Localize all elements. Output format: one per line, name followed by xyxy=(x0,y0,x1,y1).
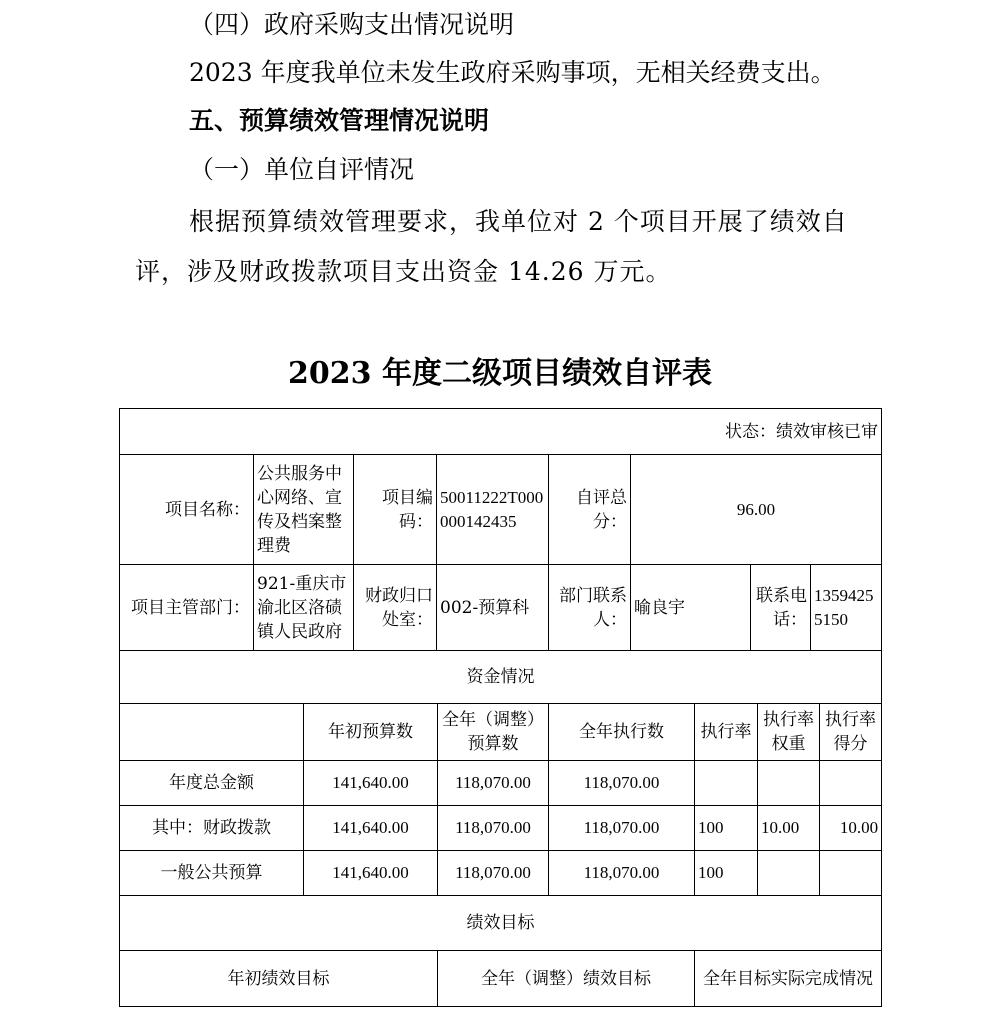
finance-label: 财政归口处室： xyxy=(354,565,437,651)
funds-header-score: 执行率得分 xyxy=(820,704,882,761)
dept-value: 921-重庆市渝北区洛碛镇人民政府 xyxy=(254,565,354,651)
cell-rate: 100 xyxy=(695,806,758,851)
status-cell xyxy=(120,409,882,455)
cell-score xyxy=(820,761,882,806)
cell-score xyxy=(820,851,882,896)
cell-initial: 141,640.00 xyxy=(304,851,438,896)
section4-heading: （四）政府采购支出情况说明 xyxy=(189,10,515,39)
project-code-label: 项目编码： xyxy=(354,455,437,565)
project-code-value: 50011222T000000142435 xyxy=(437,455,549,565)
cell-rate xyxy=(695,761,758,806)
cell-executed: 118,070.00 xyxy=(549,851,695,896)
table-row xyxy=(120,851,882,896)
funds-header-blank xyxy=(120,704,304,761)
cell-initial: 141,640.00 xyxy=(304,806,438,851)
table-title: 2023 年度二级项目绩效自评表 xyxy=(288,356,712,391)
funds-heading: 资金情况 xyxy=(120,651,882,704)
cell-executed: 118,070.00 xyxy=(549,761,695,806)
cell-initial: 141,640.00 xyxy=(304,761,438,806)
section5-subheading: （一）单位自评情况 xyxy=(189,155,415,184)
phone-label: 联系电话： xyxy=(751,565,811,651)
perf-header-initial: 年初绩效目标 xyxy=(120,951,438,1007)
row-label: 其中：财政拨款 xyxy=(120,806,304,851)
cell-adjusted: 118,070.00 xyxy=(438,761,549,806)
table-row xyxy=(120,761,882,806)
perf-header-adjusted: 全年（调整）绩效目标 xyxy=(438,951,695,1007)
cell-adjusted: 118,070.00 xyxy=(438,806,549,851)
phone-value: 13594255150 xyxy=(811,565,882,651)
funds-header-executed: 全年执行数 xyxy=(549,704,695,761)
cell-rate: 100 xyxy=(695,851,758,896)
project-info-table xyxy=(119,408,882,651)
cell-score: 10.00 xyxy=(820,806,882,851)
cell-adjusted: 118,070.00 xyxy=(438,851,549,896)
score-value: 96.00 xyxy=(631,455,882,565)
score-label: 自评总分： xyxy=(549,455,631,565)
section4-text: 2023 年度我单位未发生政府采购事项，无相关经费支出。 xyxy=(189,58,836,87)
cell-weight xyxy=(758,851,820,896)
funds-header-adjusted: 全年（调整）预算数 xyxy=(438,704,549,761)
funds-header-rate: 执行率 xyxy=(695,704,758,761)
row-label: 一般公共预算 xyxy=(120,851,304,896)
contact-value: 喻良宇 xyxy=(631,565,751,651)
perf-heading: 绩效目标 xyxy=(120,896,882,951)
cell-weight: 10.00 xyxy=(758,806,820,851)
section5-heading: 五、预算绩效管理情况说明 xyxy=(189,106,490,135)
cell-executed: 118,070.00 xyxy=(549,806,695,851)
project-name-label: 项目名称： xyxy=(120,455,254,565)
project-name-value: 公共服务中心网络、宣传及档案整理费 xyxy=(254,455,354,565)
funds-table xyxy=(119,650,882,1007)
finance-value: 002-预算科 xyxy=(437,565,549,651)
cell-weight xyxy=(758,761,820,806)
dept-label: 项目主管部门： xyxy=(120,565,254,651)
status-text: 状态：绩效审核已审 xyxy=(725,421,878,442)
row-label: 年度总金额 xyxy=(120,761,304,806)
perf-header-actual: 全年目标实际完成情况 xyxy=(695,951,882,1007)
funds-header-initial: 年初预算数 xyxy=(304,704,438,761)
section5-text: 根据预算绩效管理要求，我单位对 2 个项目开展了绩效自评，涉及财政拨款项目支出资金 14.26 万元。 xyxy=(135,207,848,286)
table-row xyxy=(120,806,882,851)
contact-label: 部门联系人： xyxy=(549,565,631,651)
funds-header-weight: 执行率权重 xyxy=(758,704,820,761)
